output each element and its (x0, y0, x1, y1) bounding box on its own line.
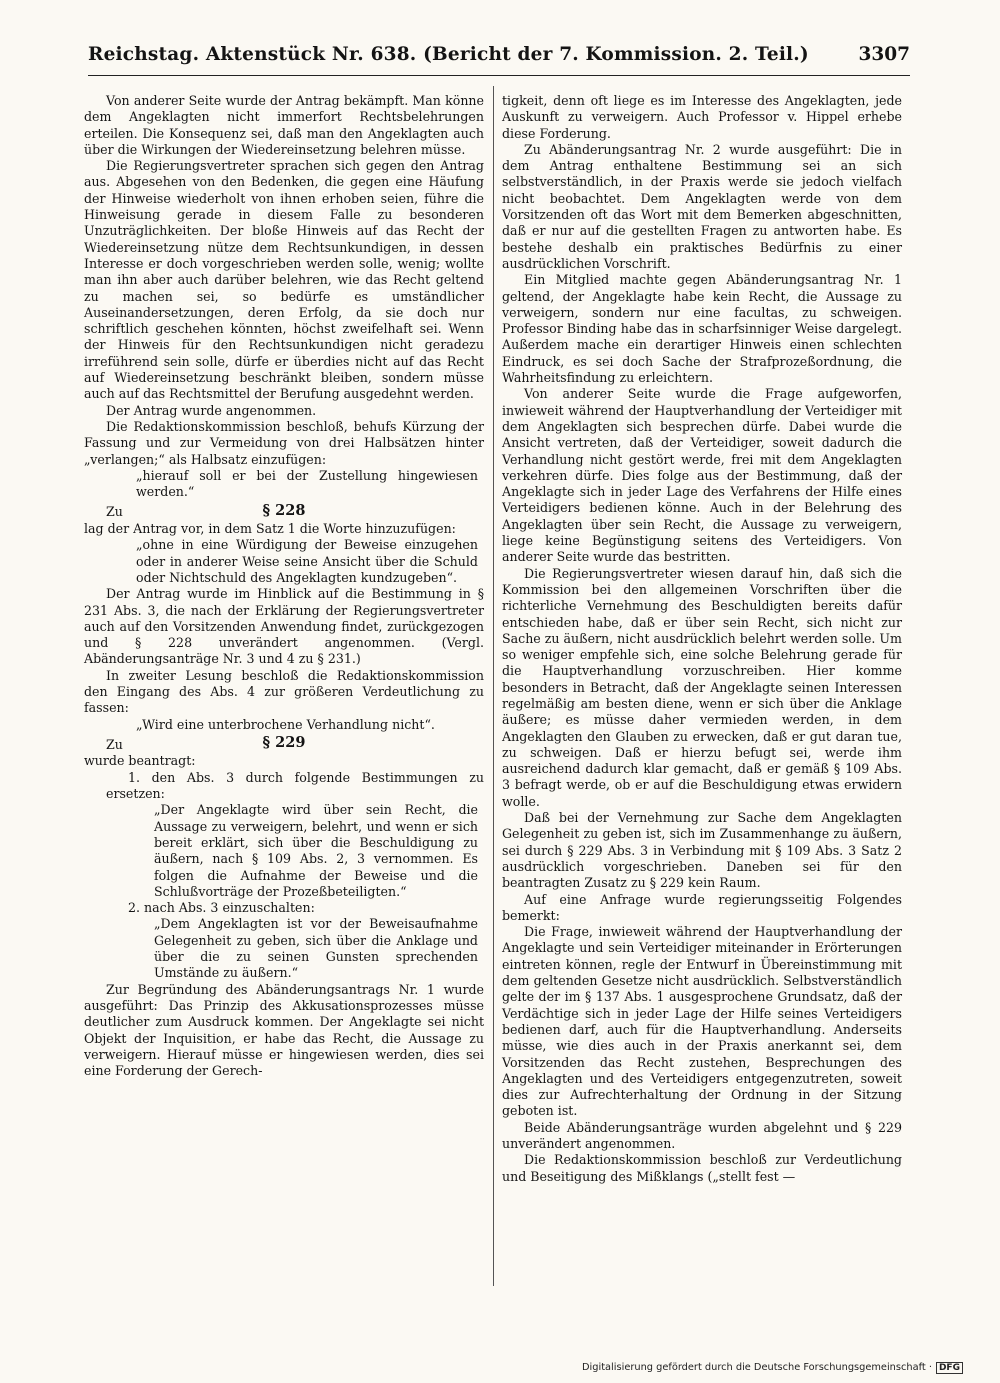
quoted-text: „Der Angeklagte wird über sein Recht, die Aussage zu verweigern, belehrt, und wenn er sich bereit erklärt, sich über die Beschuldigung zu äußern, nach § 109 Abs. 2, 3 vernommen. Es folgen die Aufnahme der Beweise und die Schlußvorträge der Prozeßbeteiligten.“ (154, 802, 478, 899)
paragraph: Die Redaktionskommission beschloß zur Verdeutlichung und Beseitigung des Mißklangs („stellt fest — (502, 1152, 902, 1184)
paragraph: Ein Mitglied machte gegen Abänderungsantrag Nr. 1 geltend, der Angeklagte habe kein Recht, die Aussage zu verweigern, sondern nur eine facultas, zu schweigen. Professor Binding habe das in scharfsinniger Weise dargelegt. Außerdem mache ein derartiger Hinweis einen schlechten Eindruck, es sei doch Sache der Strafprozeßordnung, die Wahrheitsfindung zu erleichtern. (502, 272, 902, 386)
column-divider (493, 86, 494, 1286)
paragraph: Von anderer Seite wurde die Frage aufgeworfen, inwieweit während der Hauptverhandlung der Verteidiger mit dem Angeklagten sich besprechen dürfe. Dabei wurde die Ansicht vertreten, daß der Verteidiger, soweit dadurch die Verhandlung nicht gestört werde, frei mit dem Angeklagten verkehren dürfe. Dies folge aus der Bestimmung, daß der Angeklagte sich in jeder Lage des Verfahrens der Hilfe eines Verteidigers bedienen könne. Auch in der Belehrung des Angeklagten über sein Recht, die Aussage zu verweigern, liege keine Begünstigung seitens des Verteidigers. Von anderer Seite wurde das bestritten. (502, 386, 902, 565)
paragraph: In zweiter Lesung beschloß die Redaktionskommission den Eingang des Abs. 4 zur größeren Verdeutlichung zu fassen: (84, 667, 484, 716)
page-header (88, 44, 910, 72)
quoted-text: „Dem Angeklagten ist vor der Beweisaufnahme Gelegenheit zu geben, sich über die Anklage und über die zu seinen Gunsten sprechenden Umstände zu äußern.“ (154, 916, 478, 981)
paragraph: Von anderer Seite wurde der Antrag bekämpft. Man könne dem Angeklagten nicht immerfort Rechtsbelehrungen erteilen. Die Konsequenz sei, daß man den Angeklagten auch über die Wirkungen der Wiedereinsetzung belehren müsse. (84, 93, 484, 157)
paragraph: Die Redaktionskommission beschloß, behufs Kürzung der Fassung und zur Vermeidung von drei Halbsätzen hinter „verlangen;“ als Halbsatz einzufügen: (84, 418, 484, 467)
paragraph: Die Regierungsvertreter sprachen sich gegen den Antrag aus. Abgesehen von den Bedenken, die gegen eine Häufung der Hinweise wiederholt von ihnen erhoben seien, führe die Hinweisung gerade in diesem Falle zu besonderen Unzuträglichkeiten. Der bloße Hinweis auf das Recht der Wiedereinsetzung nütze dem Rechtsunkundigen, in dessen Interesse er doch vorgeschrieben werden solle, wenig; wollte man ihn aber auch darüber belehren, wie das Recht geltend zu machen sei, so bedürfe es umständlicher Auseinandersetzungen, deren Erfolg, da sie doch nur schriftlich geschehen könnten, höchst zweifelhaft sei. Wenn der Hinweis für den Rechtsunkundigen nicht geradezu irreführend sein solle, dürfe er überdies nicht auf das Recht auf Wiedereinsetzung beschränkt bleiben, sondern müsse auch auf das Rechtsmittel der Berufung ausgedehnt werden. (84, 158, 484, 402)
zu-label: Zu (106, 504, 123, 520)
section-heading-229: § 229 (262, 734, 306, 752)
paragraph: Der Antrag wurde angenommen. (106, 402, 317, 418)
header-rule (88, 75, 910, 76)
running-title: Reichstag. Aktenstück Nr. 638. (Bericht der 7. Kommission. 2. Teil.) (88, 44, 809, 65)
dfg-logo: DFG (936, 1362, 963, 1374)
paragraph: Die Frage, inwieweit während der Hauptverhandlung der Angeklagte und sein Verteidiger miteinander in Erörterungen eintreten können, regle der Entwurf in Übereinstimmung mit dem geltenden Gesetze nicht ausdrücklich. Selbstverständlich gelte der im § 137 Abs. 1 ausgesprochene Grundsatz, daß der Verdächtige sich in jeder Lage der Hilfe seines Verteidigers bedienen darf, auch für die Hauptverhandlung. Anderseits müsse, wie dies auch in der Praxis anerkannt sei, dem Vorsitzenden das Recht zustehen, Besprechungen des Angeklagten und des Verteidigers entgegenzutreten, soweit dies zur Aufrechterhaltung der Ordnung in der Sitzung geboten ist. (502, 924, 902, 1119)
list-item: 2. nach Abs. 3 einzuschalten: (128, 900, 315, 916)
paragraph: Auf eine Anfrage wurde regierungsseitig Folgendes bemerkt: (502, 891, 902, 923)
quoted-text: „hierauf soll er bei der Zustellung hingewiesen werden.“ (136, 467, 478, 500)
paragraph: Daß bei der Vernehmung zur Sache dem Angeklagten Gelegenheit zu geben ist, sich im Zusammenhange zu äußern, sei durch § 229 Abs. 3 in Verbindung mit § 109 Abs. 3 Satz 2 ausdrücklich vorgeschrieben. Daneben sei für den beantragten Zusatz zu § 229 kein Raum. (502, 810, 902, 891)
quoted-text: „Wird eine unterbrochene Verhandlung nicht“. (136, 716, 435, 732)
paragraph: Beide Abänderungsanträge wurden abgelehnt und § 229 unverändert angenommen. (502, 1119, 902, 1151)
paragraph: wurde beantragt: (84, 753, 196, 769)
footer-text: Digitalisierung gefördert durch die Deutsche Forschungsgemeinschaft · (582, 1362, 932, 1373)
right-column (502, 93, 902, 1185)
paragraph: Zur Begründung des Abänderungsantrags Nr. 1 wurde ausgeführt: Das Prinzip des Akkusationsprozesses müsse deutlicher zum Ausdruck kommen. Der Angeklagte sei nicht Objekt der Inquisition, er habe das Recht, die Aussage zu verweigern. Hierauf müsse er hingewiesen werden, dies sei eine Forderung der Gerech- (84, 981, 484, 1079)
paragraph: lag der Antrag vor, in dem Satz 1 die Worte hinzuzufügen: (84, 521, 456, 537)
paragraph: Zu Abänderungsantrag Nr. 2 wurde ausgeführt: Die in dem Antrag enthaltene Bestimmung sei an sich selbstverständlich, in der Praxis werde sie jedoch vielfach nicht beobachtet. Dem Angeklagten werde von dem Vorsitzenden oft das Wort mit dem Bemerken abgeschnitten, daß er nur auf die gestellten Fragen zu antworten habe. Es bestehe deshalb ein praktisches Bedürfnis zu einer ausdrücklichen Vorschrift. (502, 141, 902, 271)
page-number: 3307 (858, 44, 910, 65)
zu-label: Zu (106, 736, 123, 752)
section-heading-228: § 228 (262, 501, 306, 519)
list-item: 1. den Abs. 3 durch folgende Bestimmungen zu ersetzen: (106, 769, 484, 802)
quoted-text: „ohne in eine Würdigung der Beweise einzugehen oder in anderer Weise seine Ansicht über die Schuld oder Nichtschuld des Angeklagten kundzugeben“. (136, 537, 478, 585)
paragraph: Der Antrag wurde im Hinblick auf die Bestimmung in § 231 Abs. 3, die nach der Erklärung der Regierungsvertreter auch auf den Vorsitzenden Anwendung findet, zurückgezogen und § 228 unverändert angenommen. (Vergl. Abänderungsanträge Nr. 3 und 4 zu § 231.) (84, 586, 484, 667)
paragraph: Die Regierungsvertreter wiesen darauf hin, daß sich die Kommission bei den allgemeinen Vorschriften über die richterliche Vernehmung des Beschuldigten bereits dafür entschieden habe, daß er über sein Recht, sich nicht zur Sache zu äußern, nicht ausdrücklich belehrt werden solle. Um so weniger empfehle sich, eine solche Belehrung gerade für die Hauptverhandlung vorzuschreiben. Hier komme besonders in Betracht, daß der Angeklagte seinen Interessen regelmäßig am besten diene, wenn er sich über die Anklage äußere; es müsse daher vermieden werden, in dem Angeklagten den Glauben zu erwecken, daß er gut daran tue, zu schweigen. Daß er hierzu befugt sei, werde ihm ausreichend dadurch klar gemacht, daß er gemäß § 109 Abs. 3 befragt werde, ob er auf die Beschuldigung etwas erwidern wolle. (502, 565, 902, 809)
left-column (84, 93, 484, 1079)
paragraph: tigkeit, denn oft liege es im Interesse des Angeklagten, jede Auskunft zu verweigern. Auch Professor v. Hippel erhebe diese Forderung. (502, 93, 902, 141)
digitization-footer (582, 1362, 994, 1378)
